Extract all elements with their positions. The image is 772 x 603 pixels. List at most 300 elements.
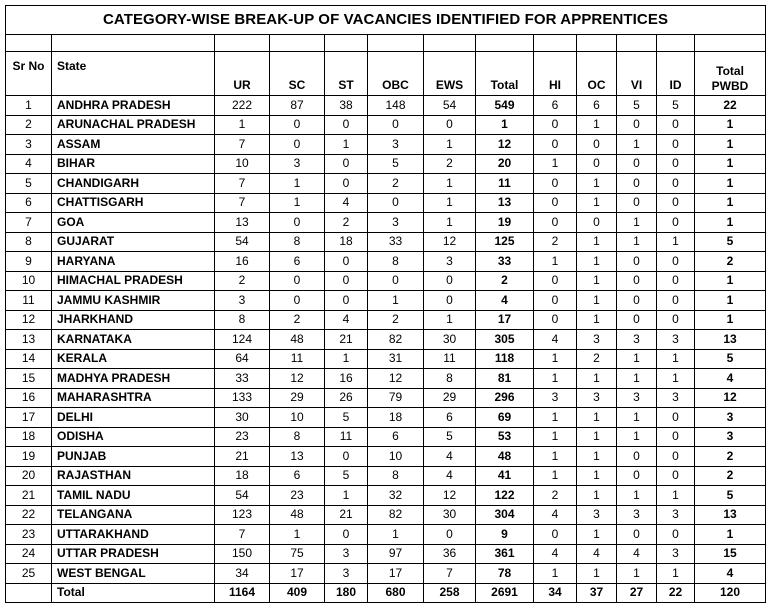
total-cell: 305 xyxy=(476,330,534,350)
hi-cell: 2 xyxy=(534,232,577,252)
total-pwbd-cell: 1 xyxy=(695,213,766,233)
ews-cell: 1 xyxy=(424,135,476,155)
table-row xyxy=(6,427,766,447)
ur-cell: 33 xyxy=(215,369,270,389)
sr-no-cell: 15 xyxy=(6,369,52,389)
vi-cell: 1 xyxy=(617,564,657,584)
sr-no-cell: 9 xyxy=(6,252,52,272)
hi-cell: 0 xyxy=(534,193,577,213)
sr-no-cell: 2 xyxy=(6,115,52,135)
state-cell: HARYANA xyxy=(52,252,215,272)
st-cell: 0 xyxy=(325,154,368,174)
ews-cell: 3 xyxy=(424,252,476,272)
ur-cell: 7 xyxy=(215,135,270,155)
hi-cell: 1 xyxy=(534,252,577,272)
oc-cell: 1 xyxy=(577,525,617,545)
ews-cell: 1 xyxy=(424,193,476,213)
sr-no-cell: 24 xyxy=(6,544,52,564)
header-st: ST xyxy=(325,52,368,96)
sr-no-cell: 12 xyxy=(6,310,52,330)
oc-cell: 1 xyxy=(577,486,617,506)
sc-cell: 0 xyxy=(270,291,325,311)
ews-cell: 4 xyxy=(424,447,476,467)
sc-cell: 48 xyxy=(270,330,325,350)
state-cell: PUNJAB xyxy=(52,447,215,467)
obc-cell: 6 xyxy=(368,427,424,447)
st-cell: 3 xyxy=(325,544,368,564)
id-cell: 1 xyxy=(657,349,695,369)
obc-cell: 82 xyxy=(368,330,424,350)
totals-hi: 34 xyxy=(534,583,577,603)
ews-cell: 8 xyxy=(424,369,476,389)
st-cell: 1 xyxy=(325,486,368,506)
table-row xyxy=(6,388,766,408)
table-row xyxy=(6,310,766,330)
id-cell: 0 xyxy=(657,213,695,233)
header-total: Total xyxy=(476,52,534,96)
vi-cell: 1 xyxy=(617,213,657,233)
sr-no-cell: 10 xyxy=(6,271,52,291)
hi-cell: 0 xyxy=(534,174,577,194)
total-cell: 4 xyxy=(476,291,534,311)
ews-cell: 30 xyxy=(424,330,476,350)
vi-cell: 0 xyxy=(617,525,657,545)
st-cell: 38 xyxy=(325,96,368,116)
total-cell: 12 xyxy=(476,135,534,155)
hi-cell: 2 xyxy=(534,486,577,506)
total-pwbd-cell: 2 xyxy=(695,447,766,467)
ur-cell: 54 xyxy=(215,232,270,252)
header-pwbd-line1: Total xyxy=(716,64,744,78)
st-cell: 3 xyxy=(325,564,368,584)
ur-cell: 8 xyxy=(215,310,270,330)
total-pwbd-cell: 1 xyxy=(695,154,766,174)
oc-cell: 1 xyxy=(577,193,617,213)
state-cell: GOA xyxy=(52,213,215,233)
ur-cell: 64 xyxy=(215,349,270,369)
sc-cell: 1 xyxy=(270,525,325,545)
id-cell: 0 xyxy=(657,310,695,330)
total-pwbd-cell: 15 xyxy=(695,544,766,564)
total-cell: 1 xyxy=(476,115,534,135)
total-cell: 361 xyxy=(476,544,534,564)
sc-cell: 13 xyxy=(270,447,325,467)
st-cell: 0 xyxy=(325,525,368,545)
id-cell: 0 xyxy=(657,466,695,486)
sc-cell: 0 xyxy=(270,135,325,155)
ur-cell: 18 xyxy=(215,466,270,486)
ews-cell: 4 xyxy=(424,466,476,486)
hi-cell: 1 xyxy=(534,369,577,389)
sr-no-cell: 16 xyxy=(6,388,52,408)
vi-cell: 5 xyxy=(617,96,657,116)
vi-cell: 1 xyxy=(617,408,657,428)
total-pwbd-cell: 3 xyxy=(695,427,766,447)
ur-cell: 2 xyxy=(215,271,270,291)
oc-cell: 1 xyxy=(577,115,617,135)
header-sr-no: Sr No xyxy=(6,52,52,96)
total-cell: 304 xyxy=(476,505,534,525)
total-cell: 125 xyxy=(476,232,534,252)
table-row xyxy=(6,271,766,291)
obc-cell: 3 xyxy=(368,135,424,155)
oc-cell: 0 xyxy=(577,135,617,155)
hi-cell: 0 xyxy=(534,291,577,311)
totals-oc: 37 xyxy=(577,583,617,603)
vi-cell: 0 xyxy=(617,291,657,311)
st-cell: 21 xyxy=(325,505,368,525)
sc-cell: 8 xyxy=(270,232,325,252)
ews-cell: 11 xyxy=(424,349,476,369)
st-cell: 0 xyxy=(325,115,368,135)
sc-cell: 3 xyxy=(270,154,325,174)
table-row xyxy=(6,447,766,467)
state-cell: UTTAR PRADESH xyxy=(52,544,215,564)
table-row xyxy=(6,135,766,155)
state-cell: HIMACHAL PRADESH xyxy=(52,271,215,291)
st-cell: 0 xyxy=(325,174,368,194)
st-cell: 0 xyxy=(325,291,368,311)
header-ur: UR xyxy=(215,52,270,96)
obc-cell: 82 xyxy=(368,505,424,525)
total-pwbd-cell: 4 xyxy=(695,369,766,389)
state-cell: ODISHA xyxy=(52,427,215,447)
sr-no-cell: 25 xyxy=(6,564,52,584)
state-cell: RAJASTHAN xyxy=(52,466,215,486)
ur-cell: 21 xyxy=(215,447,270,467)
sr-no-cell: 22 xyxy=(6,505,52,525)
header-pwbd-line2: PWBD xyxy=(711,79,749,93)
oc-cell: 1 xyxy=(577,369,617,389)
ur-cell: 124 xyxy=(215,330,270,350)
ews-cell: 29 xyxy=(424,388,476,408)
state-cell: WEST BENGAL xyxy=(52,564,215,584)
sc-cell: 1 xyxy=(270,193,325,213)
state-cell: KERALA xyxy=(52,349,215,369)
sr-no-cell: 14 xyxy=(6,349,52,369)
vi-cell: 1 xyxy=(617,135,657,155)
vi-cell: 3 xyxy=(617,388,657,408)
vi-cell: 1 xyxy=(617,486,657,506)
ews-cell: 36 xyxy=(424,544,476,564)
vacancy-table xyxy=(5,5,766,603)
ur-cell: 34 xyxy=(215,564,270,584)
st-cell: 4 xyxy=(325,310,368,330)
ur-cell: 150 xyxy=(215,544,270,564)
ur-cell: 16 xyxy=(215,252,270,272)
total-pwbd-cell: 12 xyxy=(695,388,766,408)
table-body xyxy=(6,96,766,584)
id-cell: 1 xyxy=(657,486,695,506)
total-cell: 53 xyxy=(476,427,534,447)
hi-cell: 0 xyxy=(534,135,577,155)
obc-cell: 148 xyxy=(368,96,424,116)
state-cell: CHANDIGARH xyxy=(52,174,215,194)
total-cell: 13 xyxy=(476,193,534,213)
state-cell: GUJARAT xyxy=(52,232,215,252)
hi-cell: 3 xyxy=(534,388,577,408)
vi-cell: 0 xyxy=(617,252,657,272)
st-cell: 5 xyxy=(325,408,368,428)
id-cell: 3 xyxy=(657,505,695,525)
st-cell: 1 xyxy=(325,349,368,369)
vi-cell: 0 xyxy=(617,447,657,467)
oc-cell: 1 xyxy=(577,291,617,311)
sc-cell: 17 xyxy=(270,564,325,584)
table-row xyxy=(6,544,766,564)
obc-cell: 8 xyxy=(368,466,424,486)
vi-cell: 1 xyxy=(617,427,657,447)
ur-cell: 133 xyxy=(215,388,270,408)
state-cell: MADHYA PRADESH xyxy=(52,369,215,389)
hi-cell: 0 xyxy=(534,310,577,330)
oc-cell: 3 xyxy=(577,330,617,350)
ews-cell: 54 xyxy=(424,96,476,116)
header-sc: SC xyxy=(270,52,325,96)
sr-no-cell: 18 xyxy=(6,427,52,447)
vi-cell: 3 xyxy=(617,505,657,525)
st-cell: 21 xyxy=(325,330,368,350)
totals-sr-cell xyxy=(6,583,52,603)
sc-cell: 8 xyxy=(270,427,325,447)
state-cell: JHARKHAND xyxy=(52,310,215,330)
vacancy-table-container xyxy=(5,5,765,603)
hi-cell: 1 xyxy=(534,154,577,174)
vi-cell: 0 xyxy=(617,174,657,194)
st-cell: 4 xyxy=(325,193,368,213)
id-cell: 0 xyxy=(657,427,695,447)
totals-id: 22 xyxy=(657,583,695,603)
hi-cell: 4 xyxy=(534,330,577,350)
ews-cell: 0 xyxy=(424,271,476,291)
table-title: CATEGORY-WISE BREAK-UP OF VACANCIES IDENTIFIED FOR APPRENTICES xyxy=(6,6,766,35)
total-cell: 17 xyxy=(476,310,534,330)
header-row xyxy=(6,52,766,96)
table-row xyxy=(6,408,766,428)
vi-cell: 1 xyxy=(617,349,657,369)
id-cell: 0 xyxy=(657,135,695,155)
header-obc: OBC xyxy=(368,52,424,96)
st-cell: 2 xyxy=(325,213,368,233)
obc-cell: 17 xyxy=(368,564,424,584)
totals-obc: 680 xyxy=(368,583,424,603)
totals-vi: 27 xyxy=(617,583,657,603)
total-pwbd-cell: 1 xyxy=(695,174,766,194)
table-row xyxy=(6,525,766,545)
ews-cell: 0 xyxy=(424,291,476,311)
hi-cell: 1 xyxy=(534,447,577,467)
state-cell: JAMMU KASHMIR xyxy=(52,291,215,311)
sc-cell: 23 xyxy=(270,486,325,506)
id-cell: 3 xyxy=(657,330,695,350)
state-cell: TELANGANA xyxy=(52,505,215,525)
hi-cell: 4 xyxy=(534,544,577,564)
st-cell: 0 xyxy=(325,252,368,272)
total-cell: 48 xyxy=(476,447,534,467)
oc-cell: 1 xyxy=(577,174,617,194)
totals-st: 180 xyxy=(325,583,368,603)
hi-cell: 6 xyxy=(534,96,577,116)
total-pwbd-cell: 2 xyxy=(695,466,766,486)
table-row xyxy=(6,232,766,252)
table-row xyxy=(6,96,766,116)
id-cell: 5 xyxy=(657,96,695,116)
oc-cell: 1 xyxy=(577,271,617,291)
totals-label: Total xyxy=(52,583,215,603)
total-pwbd-cell: 1 xyxy=(695,525,766,545)
vi-cell: 1 xyxy=(617,369,657,389)
total-pwbd-cell: 13 xyxy=(695,330,766,350)
sr-no-cell: 8 xyxy=(6,232,52,252)
total-cell: 9 xyxy=(476,525,534,545)
st-cell: 11 xyxy=(325,427,368,447)
hi-cell: 1 xyxy=(534,408,577,428)
header-hi: HI xyxy=(534,52,577,96)
id-cell: 1 xyxy=(657,564,695,584)
id-cell: 0 xyxy=(657,291,695,311)
vi-cell: 0 xyxy=(617,115,657,135)
oc-cell: 1 xyxy=(577,252,617,272)
total-cell: 118 xyxy=(476,349,534,369)
oc-cell: 1 xyxy=(577,310,617,330)
id-cell: 3 xyxy=(657,388,695,408)
oc-cell: 0 xyxy=(577,154,617,174)
vi-cell: 1 xyxy=(617,232,657,252)
totals-sc: 409 xyxy=(270,583,325,603)
vi-cell: 0 xyxy=(617,271,657,291)
ews-cell: 1 xyxy=(424,174,476,194)
id-cell: 1 xyxy=(657,369,695,389)
total-pwbd-cell: 1 xyxy=(695,291,766,311)
ews-cell: 12 xyxy=(424,232,476,252)
obc-cell: 1 xyxy=(368,525,424,545)
hi-cell: 4 xyxy=(534,505,577,525)
header-id: ID xyxy=(657,52,695,96)
sc-cell: 75 xyxy=(270,544,325,564)
total-cell: 81 xyxy=(476,369,534,389)
sr-no-cell: 20 xyxy=(6,466,52,486)
total-pwbd-cell: 1 xyxy=(695,271,766,291)
ews-cell: 30 xyxy=(424,505,476,525)
sc-cell: 87 xyxy=(270,96,325,116)
hi-cell: 1 xyxy=(534,466,577,486)
total-pwbd-cell: 5 xyxy=(695,232,766,252)
ur-cell: 7 xyxy=(215,525,270,545)
st-cell: 0 xyxy=(325,447,368,467)
ur-cell: 1 xyxy=(215,115,270,135)
total-pwbd-cell: 5 xyxy=(695,349,766,369)
header-state: State xyxy=(52,52,215,96)
total-cell: 549 xyxy=(476,96,534,116)
total-pwbd-cell: 1 xyxy=(695,193,766,213)
state-cell: CHATTISGARH xyxy=(52,193,215,213)
total-pwbd-cell: 2 xyxy=(695,252,766,272)
obc-cell: 3 xyxy=(368,213,424,233)
state-cell: TAMIL NADU xyxy=(52,486,215,506)
state-cell: BIHAR xyxy=(52,154,215,174)
ews-cell: 1 xyxy=(424,213,476,233)
oc-cell: 1 xyxy=(577,564,617,584)
ews-cell: 5 xyxy=(424,427,476,447)
ews-cell: 0 xyxy=(424,525,476,545)
id-cell: 0 xyxy=(657,525,695,545)
sc-cell: 0 xyxy=(270,115,325,135)
total-cell: 19 xyxy=(476,213,534,233)
table-row xyxy=(6,505,766,525)
sc-cell: 0 xyxy=(270,271,325,291)
hi-cell: 0 xyxy=(534,271,577,291)
sc-cell: 10 xyxy=(270,408,325,428)
total-pwbd-cell: 13 xyxy=(695,505,766,525)
table-row xyxy=(6,564,766,584)
obc-cell: 8 xyxy=(368,252,424,272)
id-cell: 0 xyxy=(657,271,695,291)
sr-no-cell: 23 xyxy=(6,525,52,545)
total-pwbd-cell: 1 xyxy=(695,310,766,330)
sc-cell: 6 xyxy=(270,466,325,486)
total-cell: 33 xyxy=(476,252,534,272)
sr-no-cell: 7 xyxy=(6,213,52,233)
sr-no-cell: 6 xyxy=(6,193,52,213)
totals-row xyxy=(6,583,766,603)
table-row xyxy=(6,349,766,369)
total-cell: 11 xyxy=(476,174,534,194)
table-row xyxy=(6,330,766,350)
oc-cell: 3 xyxy=(577,505,617,525)
ur-cell: 222 xyxy=(215,96,270,116)
ur-cell: 13 xyxy=(215,213,270,233)
sc-cell: 1 xyxy=(270,174,325,194)
total-pwbd-cell: 5 xyxy=(695,486,766,506)
oc-cell: 1 xyxy=(577,466,617,486)
sc-cell: 12 xyxy=(270,369,325,389)
id-cell: 0 xyxy=(657,174,695,194)
total-pwbd-cell: 3 xyxy=(695,408,766,428)
totals-ur: 1164 xyxy=(215,583,270,603)
total-cell: 296 xyxy=(476,388,534,408)
ews-cell: 2 xyxy=(424,154,476,174)
oc-cell: 3 xyxy=(577,388,617,408)
ur-cell: 23 xyxy=(215,427,270,447)
ews-cell: 1 xyxy=(424,310,476,330)
obc-cell: 5 xyxy=(368,154,424,174)
sr-no-cell: 21 xyxy=(6,486,52,506)
table-row xyxy=(6,115,766,135)
total-pwbd-cell: 1 xyxy=(695,115,766,135)
id-cell: 0 xyxy=(657,252,695,272)
id-cell: 1 xyxy=(657,232,695,252)
header-oc: OC xyxy=(577,52,617,96)
table-row xyxy=(6,193,766,213)
vi-cell: 0 xyxy=(617,310,657,330)
total-cell: 41 xyxy=(476,466,534,486)
hi-cell: 0 xyxy=(534,525,577,545)
id-cell: 0 xyxy=(657,115,695,135)
table-row xyxy=(6,486,766,506)
header-total-pwbd xyxy=(695,52,766,96)
hi-cell: 0 xyxy=(534,115,577,135)
obc-cell: 2 xyxy=(368,174,424,194)
obc-cell: 31 xyxy=(368,349,424,369)
st-cell: 18 xyxy=(325,232,368,252)
hi-cell: 1 xyxy=(534,427,577,447)
ur-cell: 123 xyxy=(215,505,270,525)
obc-cell: 12 xyxy=(368,369,424,389)
header-ews: EWS xyxy=(424,52,476,96)
total-cell: 69 xyxy=(476,408,534,428)
total-cell: 78 xyxy=(476,564,534,584)
oc-cell: 1 xyxy=(577,408,617,428)
